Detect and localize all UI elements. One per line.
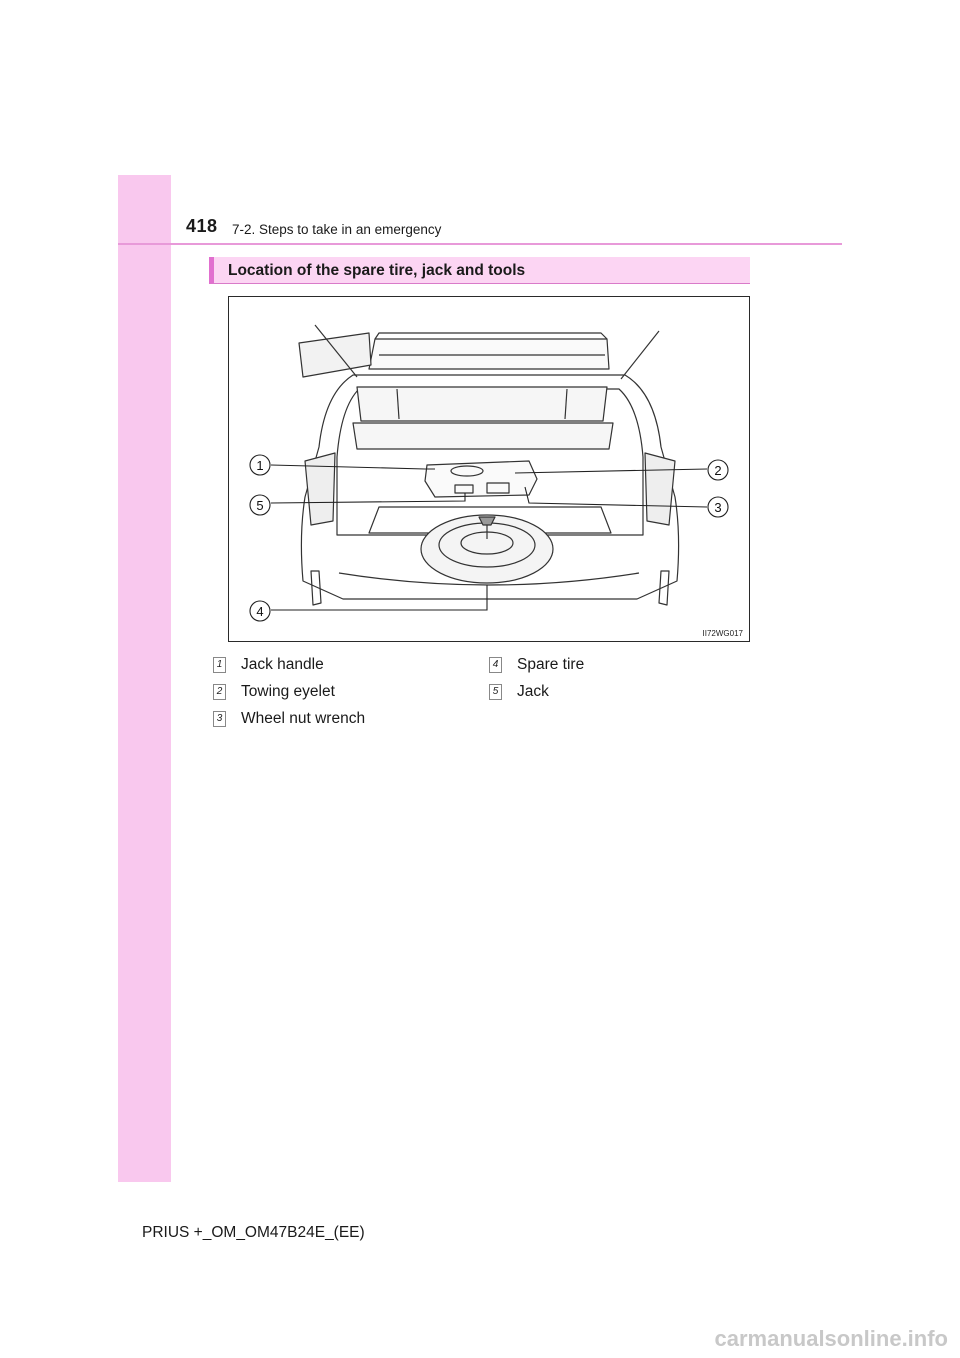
legend-item-spare-tire xyxy=(489,656,584,674)
header-rule xyxy=(118,243,842,245)
legend-number: 1 xyxy=(213,657,226,673)
legend-number: 5 xyxy=(489,684,502,700)
trunk-illustration xyxy=(228,296,750,642)
section-title: 7-2. Steps to take in an emergency xyxy=(232,222,442,237)
legend-label: Jack xyxy=(517,683,549,700)
callout-3: 3 xyxy=(714,500,722,515)
legend-label: Towing eyelet xyxy=(241,683,335,700)
page-number: 418 xyxy=(186,216,218,236)
footer-model-code: PRIUS +_OM_OM47B24E_(EE) xyxy=(142,1224,365,1241)
figure-code: II72WG017 xyxy=(702,629,743,638)
legend-label: Jack handle xyxy=(241,656,324,673)
legend-number: 4 xyxy=(489,657,502,673)
watermark: carmanualsonline.info xyxy=(714,1326,948,1351)
legend-item-towing-eyelet xyxy=(213,683,335,701)
legend-item-jack xyxy=(489,683,549,701)
legend-item-wheel-nut-wrench xyxy=(213,710,365,728)
trunk-drawing xyxy=(229,297,749,641)
callout-4: 4 xyxy=(256,604,264,619)
legend-item-jack-handle xyxy=(213,656,324,674)
callout-5: 5 xyxy=(256,498,264,513)
legend-label: Spare tire xyxy=(517,656,585,673)
callout-2: 2 xyxy=(714,463,722,478)
section-heading xyxy=(209,257,750,284)
section-heading-text: Location of the spare tire, jack and tools xyxy=(228,262,526,279)
legend-number: 3 xyxy=(213,711,226,727)
callout-1: 1 xyxy=(256,458,264,473)
legend-number: 2 xyxy=(213,684,226,700)
legend-label: Wheel nut wrench xyxy=(241,710,366,727)
side-band xyxy=(118,175,171,1182)
